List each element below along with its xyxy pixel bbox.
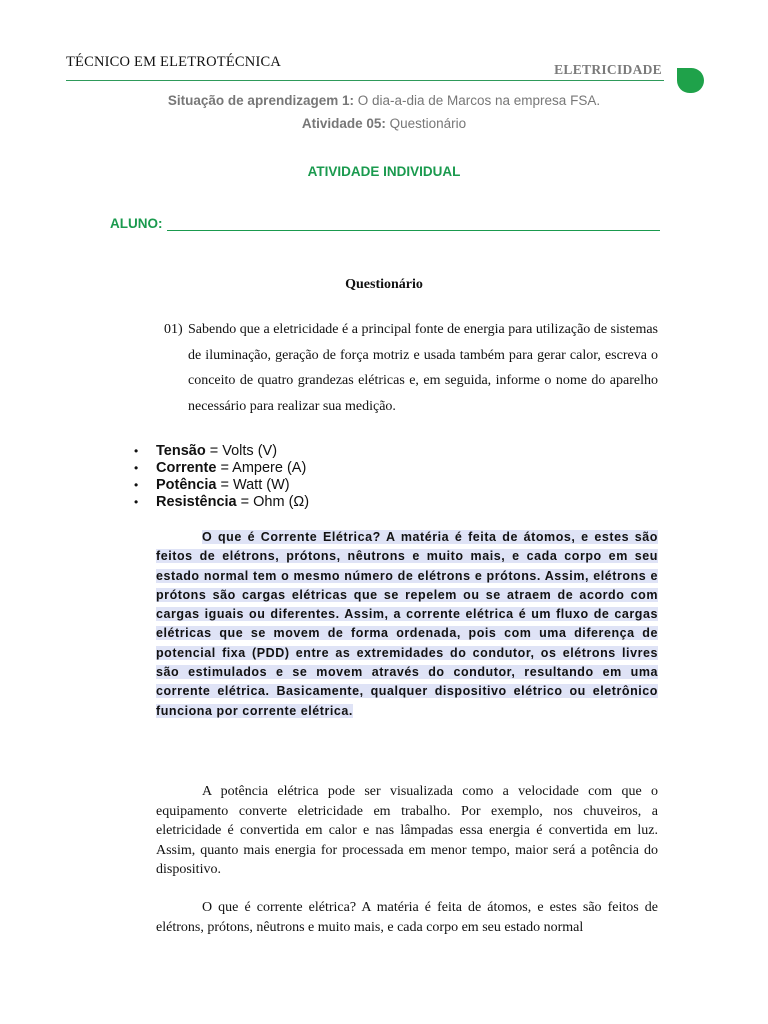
- situation-text: O dia-a-dia de Marcos na empresa FSA.: [353, 93, 601, 108]
- activity-line: [0, 116, 768, 131]
- quantity-unit: = Watt (W): [216, 477, 290, 493]
- leaf-logo-icon: [677, 68, 704, 93]
- student-name-line: [167, 216, 661, 231]
- header-subject-title: ELETRICIDADE: [554, 62, 662, 77]
- list-item: [134, 477, 309, 494]
- quantity-name: Resistência: [156, 494, 237, 510]
- question-01: [164, 317, 658, 419]
- question-number: 01): [164, 322, 183, 337]
- quantity-unit: = Volts (V): [205, 443, 278, 459]
- list-item: [134, 443, 309, 460]
- paragraph-power: A potência elétrica pode ser visualizada como a velocidade com que o equipamento converte eletricidade em trabalho. Por exemplo, nos chuveiros, a eletricidade é convertida em calor e nas lâmpadas essa energia é convertida em luz. Assim, quanto mais energia for processada em menor tempo, maior será a potência do dispositivo.: [156, 784, 658, 877]
- section-title: Questionário: [345, 277, 423, 292]
- quantity-unit: = Ohm (Ω): [236, 494, 310, 510]
- header-course-title: TÉCNICO EM ELETROTÉCNICA: [66, 54, 282, 70]
- situation-label: Situação de aprendizagem 1:: [167, 93, 354, 108]
- quantity-unit: = Ampere (A): [216, 460, 307, 476]
- activity-type: ATIVIDADE INDIVIDUAL: [307, 164, 461, 179]
- activity-label: Atividade 05:: [301, 116, 386, 131]
- activity-text: Questionário: [385, 116, 467, 131]
- student-label: ALUNO:: [110, 216, 163, 231]
- question-text: Sabendo que a eletricidade é a principal fonte de energia para utilização de sistemas de iluminação, geração de força motriz e usada também para gerar calor, escreva o conceito de quatro grandezas elétricas e, em seguida, informe o nome do aparelho necessário para realizar sua medição.: [188, 322, 658, 414]
- quantity-name: Corrente: [156, 460, 217, 476]
- list-item: [134, 494, 309, 511]
- list-item: [134, 460, 309, 477]
- student-name-field: [110, 216, 660, 231]
- situation-line: [0, 93, 768, 108]
- quantity-name: Potência: [156, 477, 217, 493]
- quantities-list: [134, 443, 309, 511]
- header-divider: [66, 80, 664, 81]
- paragraph-current: O que é corrente elétrica? A matéria é feita de átomos, e estes são feitos de elétrons, prótons, nêutrons e muito mais, e cada corpo em seu estado normal: [156, 900, 658, 935]
- quantity-name: Tensão: [156, 443, 206, 459]
- highlighted-paragraph: [156, 528, 658, 721]
- highlighted-text: O que é Corrente Elétrica? A matéria é feita de átomos, e estes são feitos de elétrons, prótons, nêutrons e muito mais, e cada corpo em seu estado normal tem o mesmo número de elétrons e prótons. Assim, elétrons e prótons são cargas elétricas que se repelem ou se atraem de acordo com cargas iguais ou diferentes. Assim, a corrente elétrica é um fluxo de cargas elétricas que se movem de forma ordenada, pois com uma diferença de potencial fixa (PDD) entre as extremidades do condutor, os elétrons livres são estimulados e se movem através do condutor, resultando em uma corrente elétrica. Basicamente, qualquer dispositivo elétrico ou eletrônico funciona por corrente elétrica.: [156, 530, 658, 718]
